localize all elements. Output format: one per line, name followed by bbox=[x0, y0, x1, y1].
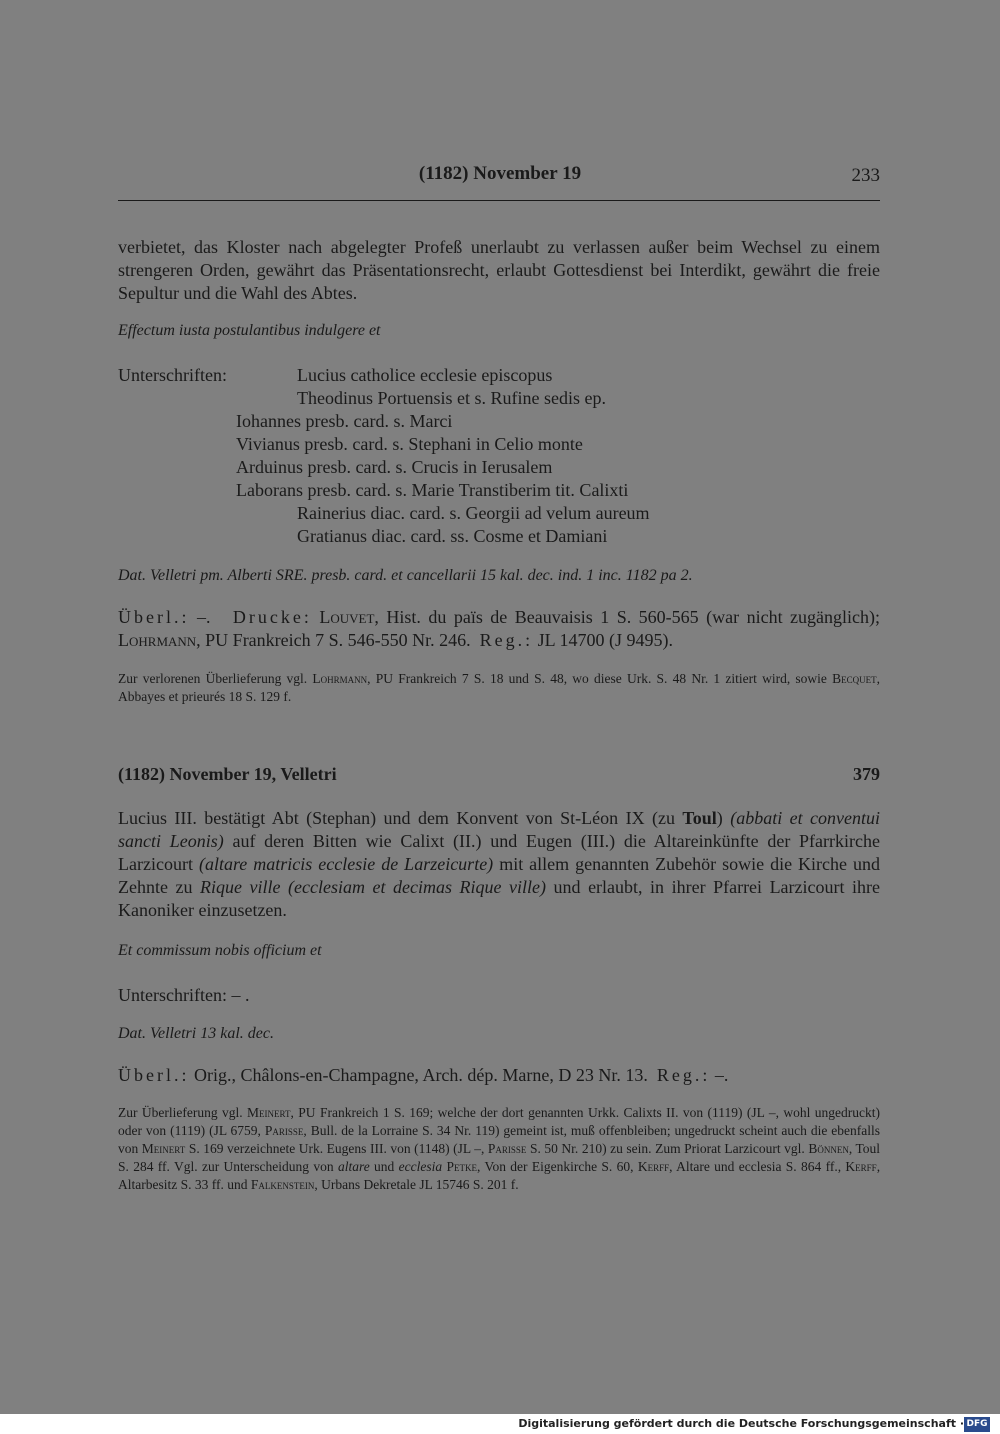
summary-text: und erlaubt, in ihrer Pfarrei Larzicourt ihre Kanoniker einzusetzen. bbox=[118, 877, 881, 920]
ueberl-label: Überl.: bbox=[118, 607, 190, 627]
note-text: S. 50 Nr. 210) zu sein. Zum Priorat Larzicourt vgl. bbox=[529, 1141, 805, 1156]
author-name: Parisse bbox=[264, 1123, 304, 1138]
author-name: Louvet bbox=[319, 607, 375, 627]
doc1-signatures-label: Unterschriften: bbox=[118, 365, 227, 385]
signature-line: Lucius catholice ecclesie episcopus bbox=[297, 365, 553, 385]
author-name: Kerff bbox=[845, 1159, 877, 1174]
doc2-summary bbox=[118, 807, 880, 922]
doc2-heading: (1182) November 19, Velletri bbox=[118, 764, 337, 784]
doc2-note bbox=[118, 1104, 880, 1194]
latin-quote: (altare matricis ecclesie de Larzeicurte) bbox=[198, 854, 494, 874]
latin-quote: Rique ville bbox=[200, 877, 281, 897]
doc2-dating: Dat. Velletri 13 kal. dec. bbox=[118, 1025, 274, 1042]
header-rule bbox=[118, 200, 880, 201]
note-text: , Abbayes et prieurés 18 S. 129 f. bbox=[118, 671, 881, 704]
author-name: Lohrmann bbox=[312, 671, 368, 686]
note-text: Zur verlorenen Überlieferung vgl. bbox=[118, 671, 308, 686]
signature-line: Arduinus presb. card. s. Crucis in Ierusalem bbox=[236, 457, 553, 477]
doc2-transmission bbox=[118, 1064, 880, 1087]
signature-line: Theodinus Portuensis et s. Rufine sedis ep. bbox=[297, 388, 606, 408]
doc1-note bbox=[118, 670, 880, 706]
signature-line: Iohannes presb. card. s. Marci bbox=[236, 411, 453, 431]
signature-line: Laborans presb. card. s. Marie Transtiberim tit. Calixti bbox=[236, 480, 629, 500]
author-name: Petke bbox=[446, 1159, 477, 1174]
author-name: Lohrmann bbox=[118, 630, 197, 650]
reg-label: Reg.: bbox=[479, 630, 534, 650]
citation-text: , Hist. du païs de Beauvaisis 1 S. 560-565 (war nicht zugänglich); bbox=[374, 607, 881, 627]
dfg-logo: DFG bbox=[964, 1417, 990, 1432]
note-text: , PU Frankreich 7 S. 18 und S. 48, wo diese Urk. S. 48 Nr. 1 zitiert wird, sowie bbox=[367, 671, 827, 686]
summary-text: auf deren Bitten wie Calixt (II.) und Eugen (III.) die Altareinkünfte der Pfarrkirche Larzicourt bbox=[118, 831, 880, 874]
ueberl-value: –. bbox=[196, 607, 211, 627]
note-text: Zur Überlieferung vgl. bbox=[118, 1105, 243, 1120]
running-header-date: (1182) November 19 bbox=[418, 163, 582, 184]
place-name: Toul bbox=[682, 808, 717, 828]
note-text: , Bull. de la Lorraine S. 34 Nr. 119) gemeint ist, muß offenbleiben; ungedruckt scheint auch die ebenfalls von bbox=[118, 1123, 881, 1156]
page-number: 233 bbox=[851, 165, 880, 186]
note-text: , Altarbesitz S. 33 ff. und bbox=[118, 1159, 881, 1192]
author-name: Meinert bbox=[141, 1141, 186, 1156]
summary-text: ) bbox=[716, 808, 723, 828]
doc2-signatures: Unterschriften: – . bbox=[118, 985, 250, 1005]
author-name: Falkenstein bbox=[250, 1177, 315, 1192]
reg-label: Reg.: bbox=[656, 1065, 711, 1085]
reg-value: JL 14700 (J 9495). bbox=[537, 630, 673, 650]
latin-term: altare bbox=[337, 1159, 370, 1174]
signature-line: Rainerius diac. card. s. Georgii ad velum aureum bbox=[297, 503, 650, 523]
citation-text: , PU Frankreich 7 S. 546-550 Nr. 246. bbox=[196, 630, 471, 650]
note-text: , PU Frankreich 1 S. 169; welche der dort genannten Urkk. Calixts II. von (1119) (JL –, wohl ungedruckt) oder von (1119) (JL 6759, bbox=[118, 1105, 880, 1138]
drucke-label: Drucke: bbox=[232, 607, 312, 627]
latin-quote: (ecclesiam et decimas Rique ville) bbox=[288, 877, 547, 897]
note-text: , Altare und ecclesia S. 864 ff., bbox=[669, 1159, 842, 1174]
reg-value: –. bbox=[714, 1065, 729, 1085]
latin-term: ecclesia bbox=[398, 1159, 443, 1174]
author-name: Parisse bbox=[487, 1141, 527, 1156]
doc1-transmission bbox=[118, 606, 880, 652]
author-name: Kerff bbox=[637, 1159, 670, 1174]
ueberl-value: Orig., Châlons-en-Champagne, Arch. dép. Marne, D 23 Nr. 13. bbox=[193, 1065, 648, 1085]
author-name: Meinert bbox=[247, 1105, 291, 1120]
note-text: , Urbans Dekretale JL 15746 S. 201 f. bbox=[314, 1177, 519, 1192]
doc2-number: 379 bbox=[853, 764, 880, 784]
note-text: S. 169 verzeichnete Urk. Eugens III. von (1148) (JL –, bbox=[188, 1141, 485, 1156]
signature-line: Gratianus diac. card. ss. Cosme et Damiani bbox=[297, 526, 608, 546]
author-name: Bönnen bbox=[808, 1141, 849, 1156]
ueberl-label: Überl.: bbox=[118, 1065, 190, 1085]
doc1-incipit: Effectum iusta postulantibus indulgere et bbox=[118, 322, 381, 339]
doc2-incipit: Et commissum nobis officium et bbox=[118, 942, 322, 959]
summary-text: Lucius III. bestätigt Abt (Stephan) und dem Konvent von St-Léon IX (zu bbox=[118, 808, 675, 828]
latin-quote: (abbati et conventui sancti Leonis) bbox=[118, 808, 880, 851]
summary-text: mit allem genannten Zubehör sowie die Kirche und Zehnte zu bbox=[118, 854, 881, 897]
note-text: , Von der Eigenkirche S. 60, bbox=[476, 1159, 634, 1174]
note-text: und bbox=[374, 1159, 395, 1174]
doc1-summary-continuation: verbietet, das Kloster nach abgelegter Profeß unerlaubt zu verlassen außer beim Wechsel zu einem strengeren Orden, gewährt das Präsentationsrecht, erlaubt Gottesdienst bei Interdikt, gewährt die freie Sepultur und die Wahl des Abtes. bbox=[118, 237, 880, 303]
digitization-credit: Digitalisierung gefördert durch die Deutsche Forschungsgemeinschaft · bbox=[518, 1417, 964, 1430]
author-name: Becquet bbox=[832, 671, 877, 686]
note-text: , Toul S. 284 ff. Vgl. zur Unterscheidung von bbox=[118, 1141, 881, 1174]
doc1-dating: Dat. Velletri pm. Alberti SRE. presb. card. et cancellarii 15 kal. dec. ind. 1 inc. 1182 pa 2. bbox=[118, 567, 693, 584]
signature-line: Vivianus presb. card. s. Stephani in Celio monte bbox=[236, 434, 583, 454]
